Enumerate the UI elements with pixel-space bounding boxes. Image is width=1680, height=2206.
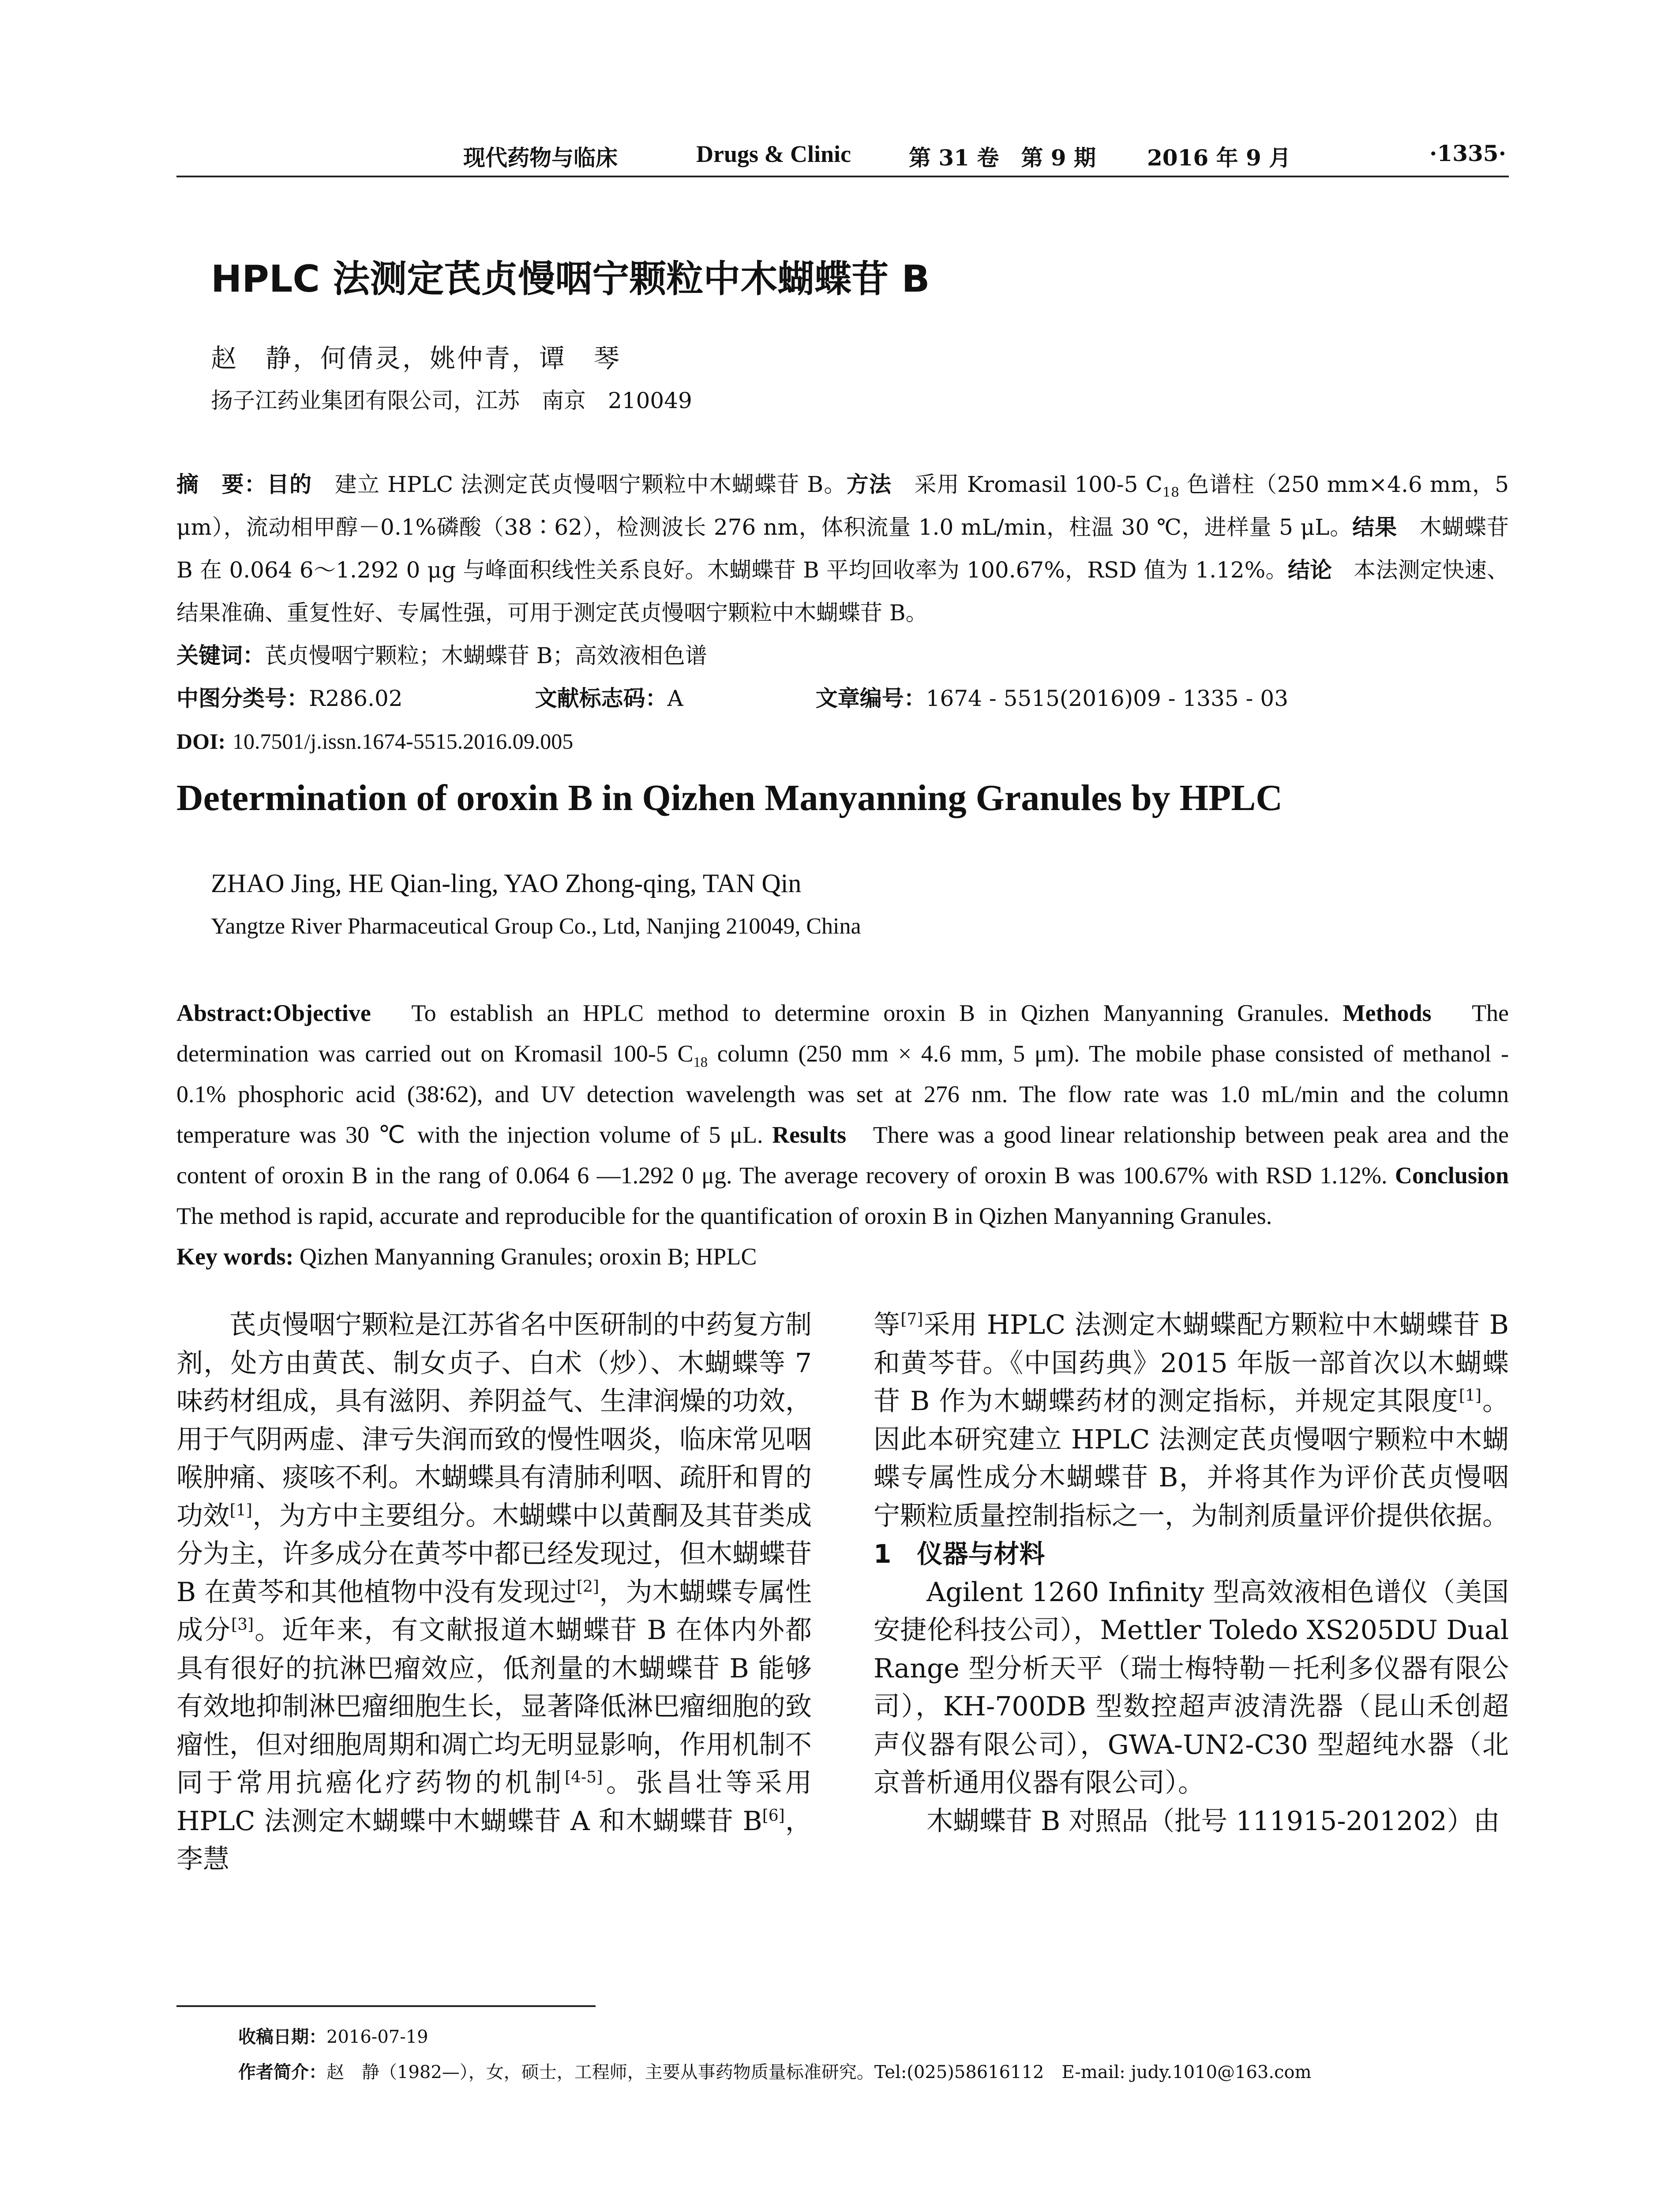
authors-cn: 赵 静，何倩灵，姚仲青，谭 琴 — [211, 343, 622, 373]
methods-text-cn-1: 采用 Kromasil 100-5 C — [914, 472, 1162, 497]
abstract-en-line-2 — [176, 1033, 1509, 1074]
methods-tail-en: The — [1472, 1000, 1509, 1026]
body-text: 。因此本研究建立 HPLC 法测定芪贞慢咽宁颗粒中木蝴蝶专属性成分木蝴蝶苷 B，并将其作为评价芪贞慢咽宁颗粒质量控制指标之一，为制剂质量评价提供依据。 — [874, 1386, 1509, 1531]
body-text: 等 — [874, 1309, 901, 1340]
citation: [1] — [1459, 1387, 1481, 1405]
methods-subscript: 18 — [1162, 485, 1180, 500]
affiliation-cn: 扬子江药业集团有限公司，江苏 南京 210049 — [211, 388, 692, 413]
title-cn: HPLC 法测定芪贞慢咽宁颗粒中木蝴蝶苷 B — [211, 257, 930, 300]
methods-text-en-1: determination was carried out on Kromasil 100-5 C — [176, 1040, 694, 1067]
abstract-en-line-4 — [176, 1114, 1509, 1155]
results-text-cn: 木蝴蝶苷 B 在 0.064 6～1.292 0 μg 与峰面积线性关系良好。木蝴蝶苷 B 平均回收率为 100.67%，RSD 值为 1.12%。 — [176, 514, 1509, 583]
body-paragraph-2 — [874, 1306, 1509, 1535]
methods-label-en: Methods — [1342, 1000, 1432, 1026]
abstract-en-label: Abstract: — [176, 1000, 273, 1026]
conclusion-text-cn: 本法测定快速、结果准确、重复性好、专属性强，可用于测定芪贞慢咽宁颗粒中木蝴蝶苷 B。 — [176, 557, 1509, 626]
body-text: 。近年来，有文献报道木蝴蝶苷 B 在体内外都具有很好的抗淋巴瘤效应，低剂量的木蝴蝶苷 B 能够有效地抑制淋巴瘤细胞生长，显著降低淋巴瘤细胞的致瘤性，但对细胞周期和凋亡均无明显影响，作用机制不同于常用抗癌化疗药物的机制 — [176, 1615, 812, 1798]
abstract-cn-body — [176, 463, 1509, 634]
article-no-value: 1674 - 5515(2016)09 - 1335 - 03 — [926, 686, 1289, 711]
running-header-journal-cn: 现代药物与临床 — [463, 145, 618, 171]
results-text-en-1: There was a good linear relationship between peak area and the — [873, 1122, 1509, 1148]
running-header-volume: 第 31 卷 第 9 期 — [909, 145, 1096, 171]
citation: [3] — [231, 1616, 254, 1634]
authors-en: ZHAO Jing, HE Qian-ling, YAO Zhong-qing, TAN Qin — [211, 869, 802, 898]
keywords-label-en: Key words: — [176, 1243, 294, 1270]
header-rule — [176, 176, 1509, 177]
title-en: Determination of oroxin B in Qizhen Manyanning Granules by HPLC — [176, 777, 1282, 818]
author-bio-text: 赵 静（1982—），女，硕士，工程师，主要从事药物质量标准研究。Tel:(025)58616112 E-mail: judy.1010@163.com — [326, 2062, 1312, 2082]
citation: [6] — [762, 1806, 785, 1825]
methods-label-cn: 方法 — [846, 472, 892, 497]
objective-label-cn: 目的 — [266, 472, 312, 497]
body-text: 采用 HPLC 法测定木蝴蝶配方颗粒中木蝴蝶苷 B 和黄芩苷。《中国药典》2015 年版一部首次以木蝴蝶苷 B 作为木蝴蝶药材的测定指标，并规定其限度 — [874, 1309, 1509, 1417]
abstract-en-line-6 — [176, 1196, 1509, 1236]
body-text: 芪贞慢咽宁颗粒是江苏省名中医研制的中药复方制剂，处方由黄芪、制女贞子、白术（炒）、木蝴蝶等 7 味药材组成，具有滋阴、养阴益气、生津润燥的功效，用于气阴两虚、津亏失润而致的慢性咽炎，临床常见咽喉肿痛、痰咳不利。木蝴蝶具有清肺利咽、疏肝和胃的功效 — [176, 1309, 812, 1531]
affiliation-en: Yangtze River Pharmaceutical Group Co., Ltd, Nanjing 210049, China — [211, 914, 861, 939]
body-text: ，为方中主要组分。木蝴蝶中以黄酮及其苷类成分为主，许多成分在黄芩中都已经发现过，但木蝴蝶苷 B 在黄芩和其他植物中没有发现过 — [176, 1500, 812, 1608]
article-no-label: 文章编号： — [815, 686, 926, 711]
abstract-en — [176, 993, 1509, 1277]
methods-text-cn-2: 色谱柱（250 mm×4.6 mm，5 μm），流动相甲醇－0.1%磷酸（38∶62），检测波长 276 nm，体积流量 1.0 mL/min，柱温 30 ℃，进样量 5 μL。 — [176, 472, 1509, 540]
clc-value: R286.02 — [309, 686, 403, 711]
methods-subscript-en: 18 — [693, 1054, 708, 1070]
abstract-en-line-3 — [176, 1074, 1509, 1114]
results-text-en-2: content of oroxin B in the rang of 0.064 6 —1.292 0 μg. The average recovery of oroxin B was 100.67% with RSD 1.12%. — [176, 1162, 1388, 1189]
body-column-left — [176, 1306, 812, 1879]
abstract-en-line-1 — [176, 993, 1509, 1033]
footnote-received — [238, 2023, 428, 2048]
objective-text-cn: 建立 HPLC 法测定芪贞慢咽宁颗粒中木蝴蝶苷 B。 — [334, 472, 847, 497]
results-label-cn: 结果 — [1352, 514, 1397, 540]
received-label: 收稿日期： — [238, 2027, 326, 2047]
doi-line — [176, 720, 1509, 763]
footnote-rule — [176, 2005, 596, 2007]
clc-label: 中图分类号： — [176, 686, 309, 711]
keywords-en — [176, 1236, 1509, 1277]
methods-text-en-3: 0.1% phosphoric acid (38∶62), and UV detection wavelength was set at 276 nm. The flow rate was 1.0 mL/min and the column — [176, 1081, 1509, 1107]
doc-code-value: A — [667, 686, 683, 711]
citation: [2] — [576, 1577, 599, 1596]
citation: [4-5] — [565, 1768, 603, 1786]
body-paragraph-4: 木蝴蝶苷 B 对照品（批号 111915-201202）由 — [926, 1805, 1500, 1837]
abstract-cn — [176, 463, 1509, 763]
objective-text-en: To establish an HPLC method to determine oroxin B in Qizhen Manyanning Granules. — [411, 1000, 1329, 1026]
keywords-label-cn: 关键词： — [176, 643, 265, 668]
classification-line — [176, 677, 1509, 720]
abstract-en-line-5 — [176, 1155, 1509, 1196]
conclusion-text-en: The method is rapid, accurate and reproducible for the quantification of oroxin B in Qizhen Manyanning Granules. — [176, 1203, 1272, 1229]
methods-text-en-2: column (250 mm × 4.6 mm, 5 μm). The mobile phase consisted of methanol - — [707, 1040, 1509, 1067]
conclusion-label-cn: 结论 — [1287, 557, 1332, 583]
citation: [7] — [900, 1310, 923, 1328]
results-label-en: Results — [772, 1122, 847, 1148]
keywords-text-cn: 芪贞慢咽宁颗粒；木蝴蝶苷 B；高效液相色谱 — [265, 643, 707, 668]
keywords-text-en: Qizhen Manyanning Granules; oroxin B; HPLC — [299, 1243, 757, 1270]
footnote-author — [238, 2058, 1312, 2083]
methods-text-en-4: temperature was 30 ℃ with the injection volume of 5 μL. — [176, 1122, 763, 1148]
conclusion-label-en: Conclusion — [1395, 1162, 1509, 1189]
abstract-cn-label: 摘 要： — [176, 472, 267, 497]
running-header-journal-en: Drugs & Clinic — [696, 141, 851, 167]
citation: [1] — [229, 1501, 252, 1519]
section-heading-1: 1 仪器与材料 — [874, 1539, 1045, 1569]
body-column-right — [874, 1306, 1509, 1840]
body-text: 。张昌壮等采用 HPLC 法测定木蝴蝶中木蝴蝶苷 A 和木蝴蝶苷 B — [176, 1767, 812, 1837]
body-text: ，李慧 — [176, 1805, 812, 1875]
objective-label-en: Objective — [273, 1000, 371, 1026]
keywords-cn — [176, 634, 1509, 677]
page-number: ·1335· — [1429, 140, 1506, 166]
author-bio-label: 作者简介： — [238, 2062, 326, 2082]
received-date: 2016-07-19 — [326, 2027, 428, 2047]
body-paragraph-1 — [176, 1306, 812, 1879]
doi-label: DOI: — [176, 729, 226, 754]
body-paragraph-3: Agilent 1260 Infinity 型高效液相色谱仪（美国安捷伦科技公司），Mettler Toledo XS205DU Dual Range 型分析天平（瑞士梅特勒－托利多仪器有限公司），KH-700DB 型数控超声波清洗器（昆山禾创超声仪器有限公司），GWA-UN2-C30 型超纯水器（北京普析通用仪器有限公司）。 — [874, 1576, 1509, 1798]
doc-code-label: 文献标志码： — [535, 686, 668, 711]
doi-value: 10.7501/j.issn.1674-5515.2016.09.005 — [232, 729, 574, 754]
running-header-date: 2016 年 9 月 — [1147, 145, 1291, 171]
body-text: ，为木蝴蝶专属性成分 — [176, 1576, 812, 1646]
